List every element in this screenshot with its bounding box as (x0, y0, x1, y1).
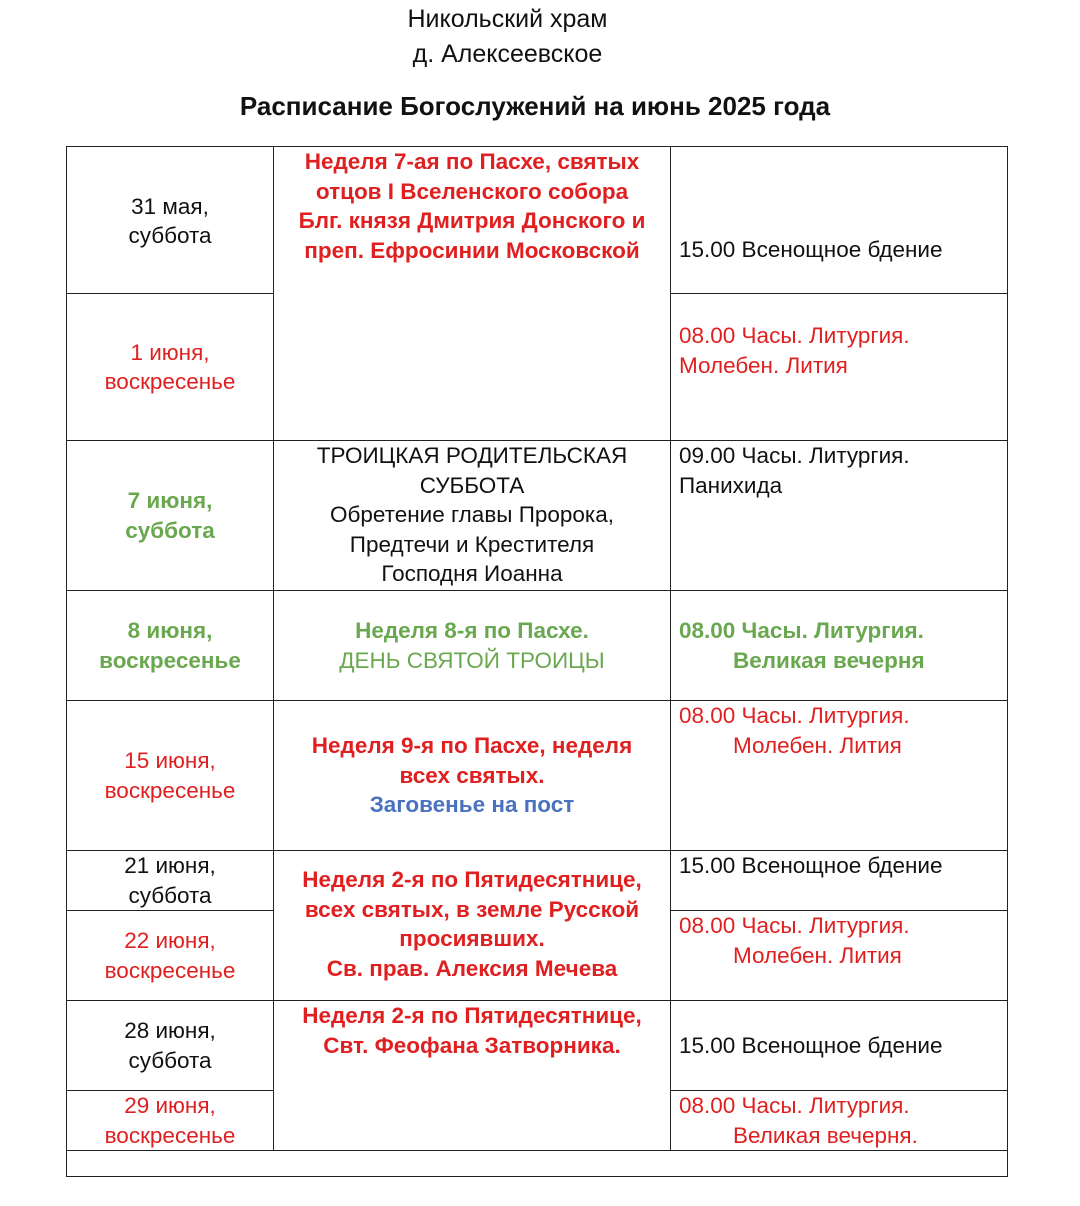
event-line: Предтечи и Крестителя (349, 531, 595, 557)
event-title-line: ТРОИЦКАЯ РОДИТЕЛЬСКАЯ (316, 443, 628, 468)
service-cell (671, 441, 1008, 591)
date-day: 21 июня, (124, 853, 216, 878)
service-line: 15.00 Всенощное бдение (679, 237, 943, 262)
service-line: Молебен. Лития (733, 942, 902, 968)
event-line: всех святых, в земле Русской (304, 896, 640, 922)
service-line: 09.00 Часы. Литургия. (679, 443, 910, 468)
event-line: отцов I Вселенского собора (315, 178, 629, 204)
event-line: ДЕНЬ СВЯТОЙ ТРОИЦЫ (339, 647, 605, 673)
table-row (67, 1001, 1008, 1091)
date-cell (67, 911, 274, 1001)
empty-cell (67, 1151, 1008, 1177)
event-cell (274, 851, 671, 1001)
date-weekday: воскресенье (104, 957, 236, 983)
service-cell (671, 911, 1008, 1001)
table-row (67, 441, 1008, 591)
date-day: 8 июня, (127, 618, 213, 643)
event-line: Неделя 7-ая по Пасхе, святых (304, 149, 640, 174)
date-day: 28 июня, (124, 1018, 216, 1043)
table-row (67, 851, 1008, 911)
date-day: 22 июня, (124, 928, 216, 953)
table-row (67, 147, 1008, 294)
event-line: преп. Ефросинии Московской (304, 237, 640, 263)
service-cell (671, 701, 1008, 851)
church-location: д. Алексеевское (412, 40, 603, 68)
service-line: 08.00 Часы. Литургия. (679, 703, 910, 728)
service-line: Панихида (679, 472, 783, 498)
date-weekday: суббота (128, 882, 212, 908)
date-cell (67, 147, 274, 294)
event-line: Обретение главы Пророка, (329, 502, 615, 527)
date-weekday: суббота (125, 517, 215, 543)
event-line: Св. прав. Алексия Мечева (326, 955, 618, 981)
church-name: Никольский храм (407, 5, 608, 33)
date-weekday: суббота (128, 223, 212, 248)
date-cell (67, 441, 274, 591)
event-cell (274, 701, 671, 851)
service-line: 15.00 Всенощное бдение (679, 1032, 943, 1058)
event-line: всех святых. (399, 762, 545, 788)
date-cell (67, 701, 274, 851)
date-cell (67, 591, 274, 701)
event-line: Блг. князя Дмитрия Донского и (298, 208, 646, 233)
table-row (67, 701, 1008, 851)
date-cell (67, 1001, 274, 1091)
date-weekday: воскресенье (104, 1122, 236, 1148)
date-day: 31 мая, (131, 193, 209, 219)
date-day: 1 июня, (130, 339, 210, 365)
service-line: Великая вечерня (733, 647, 925, 673)
service-cell (671, 851, 1008, 911)
event-cell (274, 147, 671, 441)
date-cell (67, 294, 274, 441)
event-line: Неделя 2-я по Пятидесятнице, (302, 1003, 642, 1028)
service-cell (671, 1091, 1008, 1151)
service-cell (671, 1001, 1008, 1091)
date-weekday: воскресенье (99, 647, 241, 673)
event-cell (274, 441, 671, 591)
table-row (67, 591, 1008, 701)
date-cell (67, 851, 274, 911)
service-line: 15.00 Всенощное бдение (679, 853, 943, 878)
date-day: 15 июня, (124, 748, 216, 773)
date-weekday: суббота (128, 1047, 212, 1073)
event-line: Господня Иоанна (381, 561, 563, 586)
service-line: Великая вечерня. (733, 1122, 918, 1148)
date-weekday: воскресенье (104, 369, 236, 394)
service-line: 08.00 Часы. Литургия. (679, 1093, 910, 1118)
service-line: 08.00 Часы. Литургия. (679, 618, 924, 643)
service-line: Молебен. Лития (679, 352, 848, 378)
table-row-empty (67, 1151, 1008, 1177)
service-cell (671, 147, 1008, 294)
date-cell (67, 1091, 274, 1151)
service-line: 08.00 Часы. Литургия. (679, 323, 910, 348)
event-line: просиявших. (399, 926, 545, 951)
event-line: Неделя 9-я по Пасхе, неделя (311, 733, 633, 759)
date-day: 29 июня, (124, 1093, 216, 1118)
service-cell (671, 591, 1008, 701)
event-cell (274, 1001, 671, 1151)
date-weekday: воскресенье (104, 777, 236, 803)
event-line: Неделя 2-я по Пятидесятнице, (302, 867, 642, 892)
event-line: Свт. Феофана Затворника. (323, 1032, 621, 1058)
date-day: 7 июня, (127, 488, 213, 513)
service-cell (671, 294, 1008, 441)
event-note: Заговенье на пост (369, 792, 575, 818)
event-line: Неделя 8-я по Пасхе. (355, 618, 589, 643)
event-cell (274, 591, 671, 701)
service-line: 08.00 Часы. Литургия. (679, 913, 910, 938)
event-title-line: СУББОТА (419, 472, 525, 498)
service-line: Молебен. Лития (733, 732, 902, 758)
schedule-table (66, 146, 1008, 1177)
page-title: Расписание Богослужений на июнь 2025 года (239, 91, 831, 121)
